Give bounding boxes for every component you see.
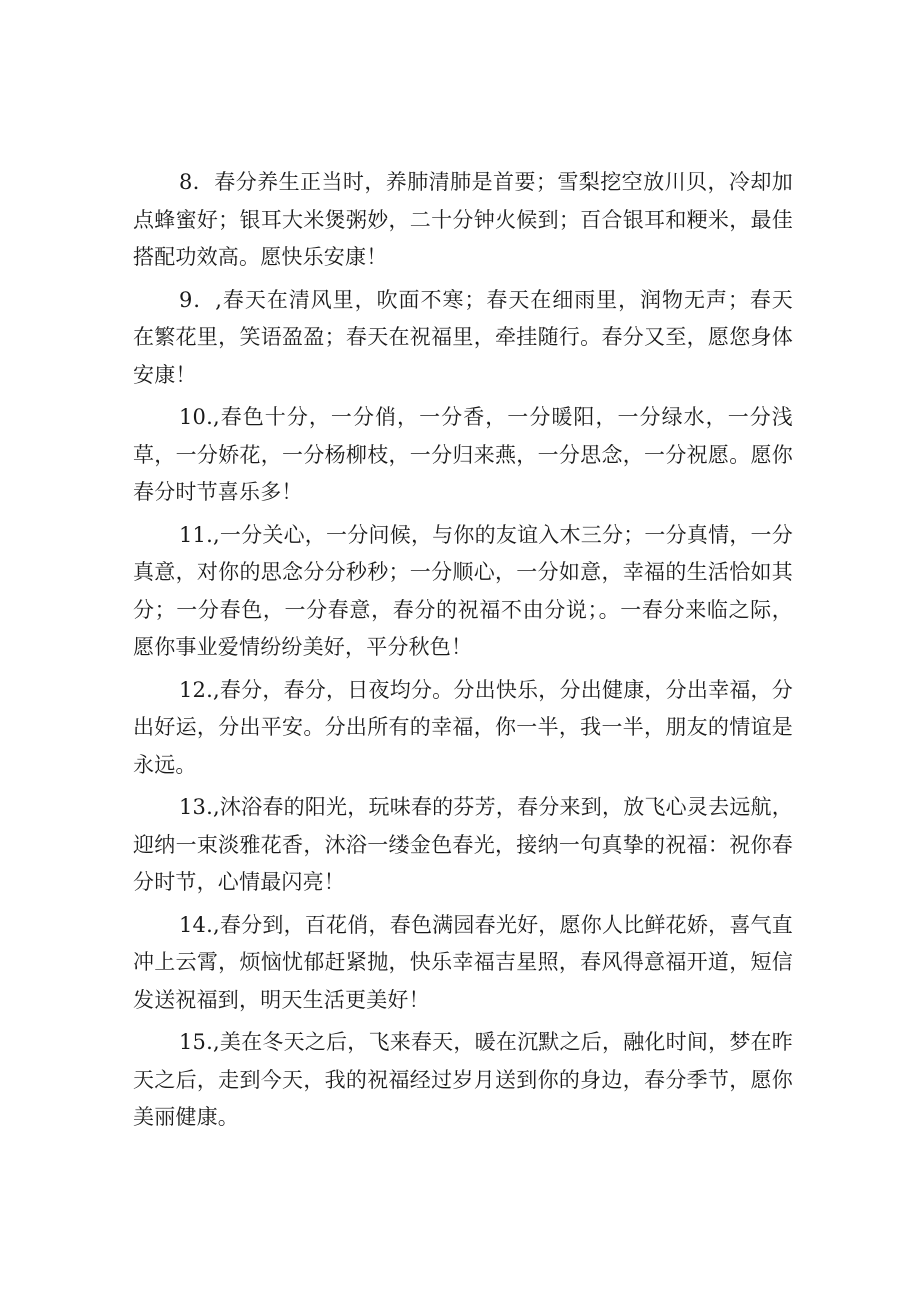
paragraph-13: 13.,沐浴春的阳光，玩味春的芬芳，春分来到，放飞心灵去远航，迎纳一束淡雅花香，沐浴一缕金色春光，接纳一句真挚的祝福：祝你春分时节，心情最闪亮！ <box>133 795 793 894</box>
paragraph-12: 12.,春分，春分，日夜均分。分出快乐，分出健康，分出幸福，分出好运，分出平安。分出所有的幸福，你一半，我一半，朋友的情谊是永远。 <box>133 677 793 777</box>
paragraph-11: 11.,一分关心，一分问候，与你的友谊入木三分；一分真情，一分真意，对你的思念分分秒秒；一分顺心，一分如意，幸福的生活恰如其分；一分春色，一分春意，春分的祝福不由分说；。一春分来临之际，愿你事业爱情纷纷美好，平分秋色！ <box>133 522 793 659</box>
paragraph-9: 9．,春天在清风里，吹面不寒；春天在细雨里，润物无声；春天在繁花里，笑语盈盈；春天在祝福里，牵挂随行。春分又至，愿您身体安康！ <box>133 287 793 387</box>
paragraph-8: 8．春分养生正当时，养肺清肺是首要；雪梨挖空放川贝，冷却加点蜂蜜好；银耳大米煲粥妙，二十分钟火候到；百合银耳和粳米，最佳搭配功效高。愿快乐安康！ <box>133 170 793 269</box>
paragraph-14: 14.,春分到，百花俏，春色满园春光好，愿你人比鲜花娇，喜气直冲上云霄，烦恼忧郁赶紧抛，快乐幸福吉星照，春风得意福开道，短信发送祝福到，明天生活更美好！ <box>133 912 793 1012</box>
paragraph-10: 10.,春色十分，一分俏，一分香，一分暖阳，一分绿水，一分浅草，一分娇花，一分杨柳枝，一分归来燕，一分思念，一分祝愿。愿你春分时节喜乐多！ <box>133 405 793 504</box>
paragraph-15: 15.,美在冬天之后，飞来春天，暖在沉默之后，融化时间，梦在昨天之后，走到今天，我的祝福经过岁月送到你的身边，春分季节，愿你美丽健康。 <box>133 1030 793 1129</box>
document-body <box>133 164 793 1142</box>
